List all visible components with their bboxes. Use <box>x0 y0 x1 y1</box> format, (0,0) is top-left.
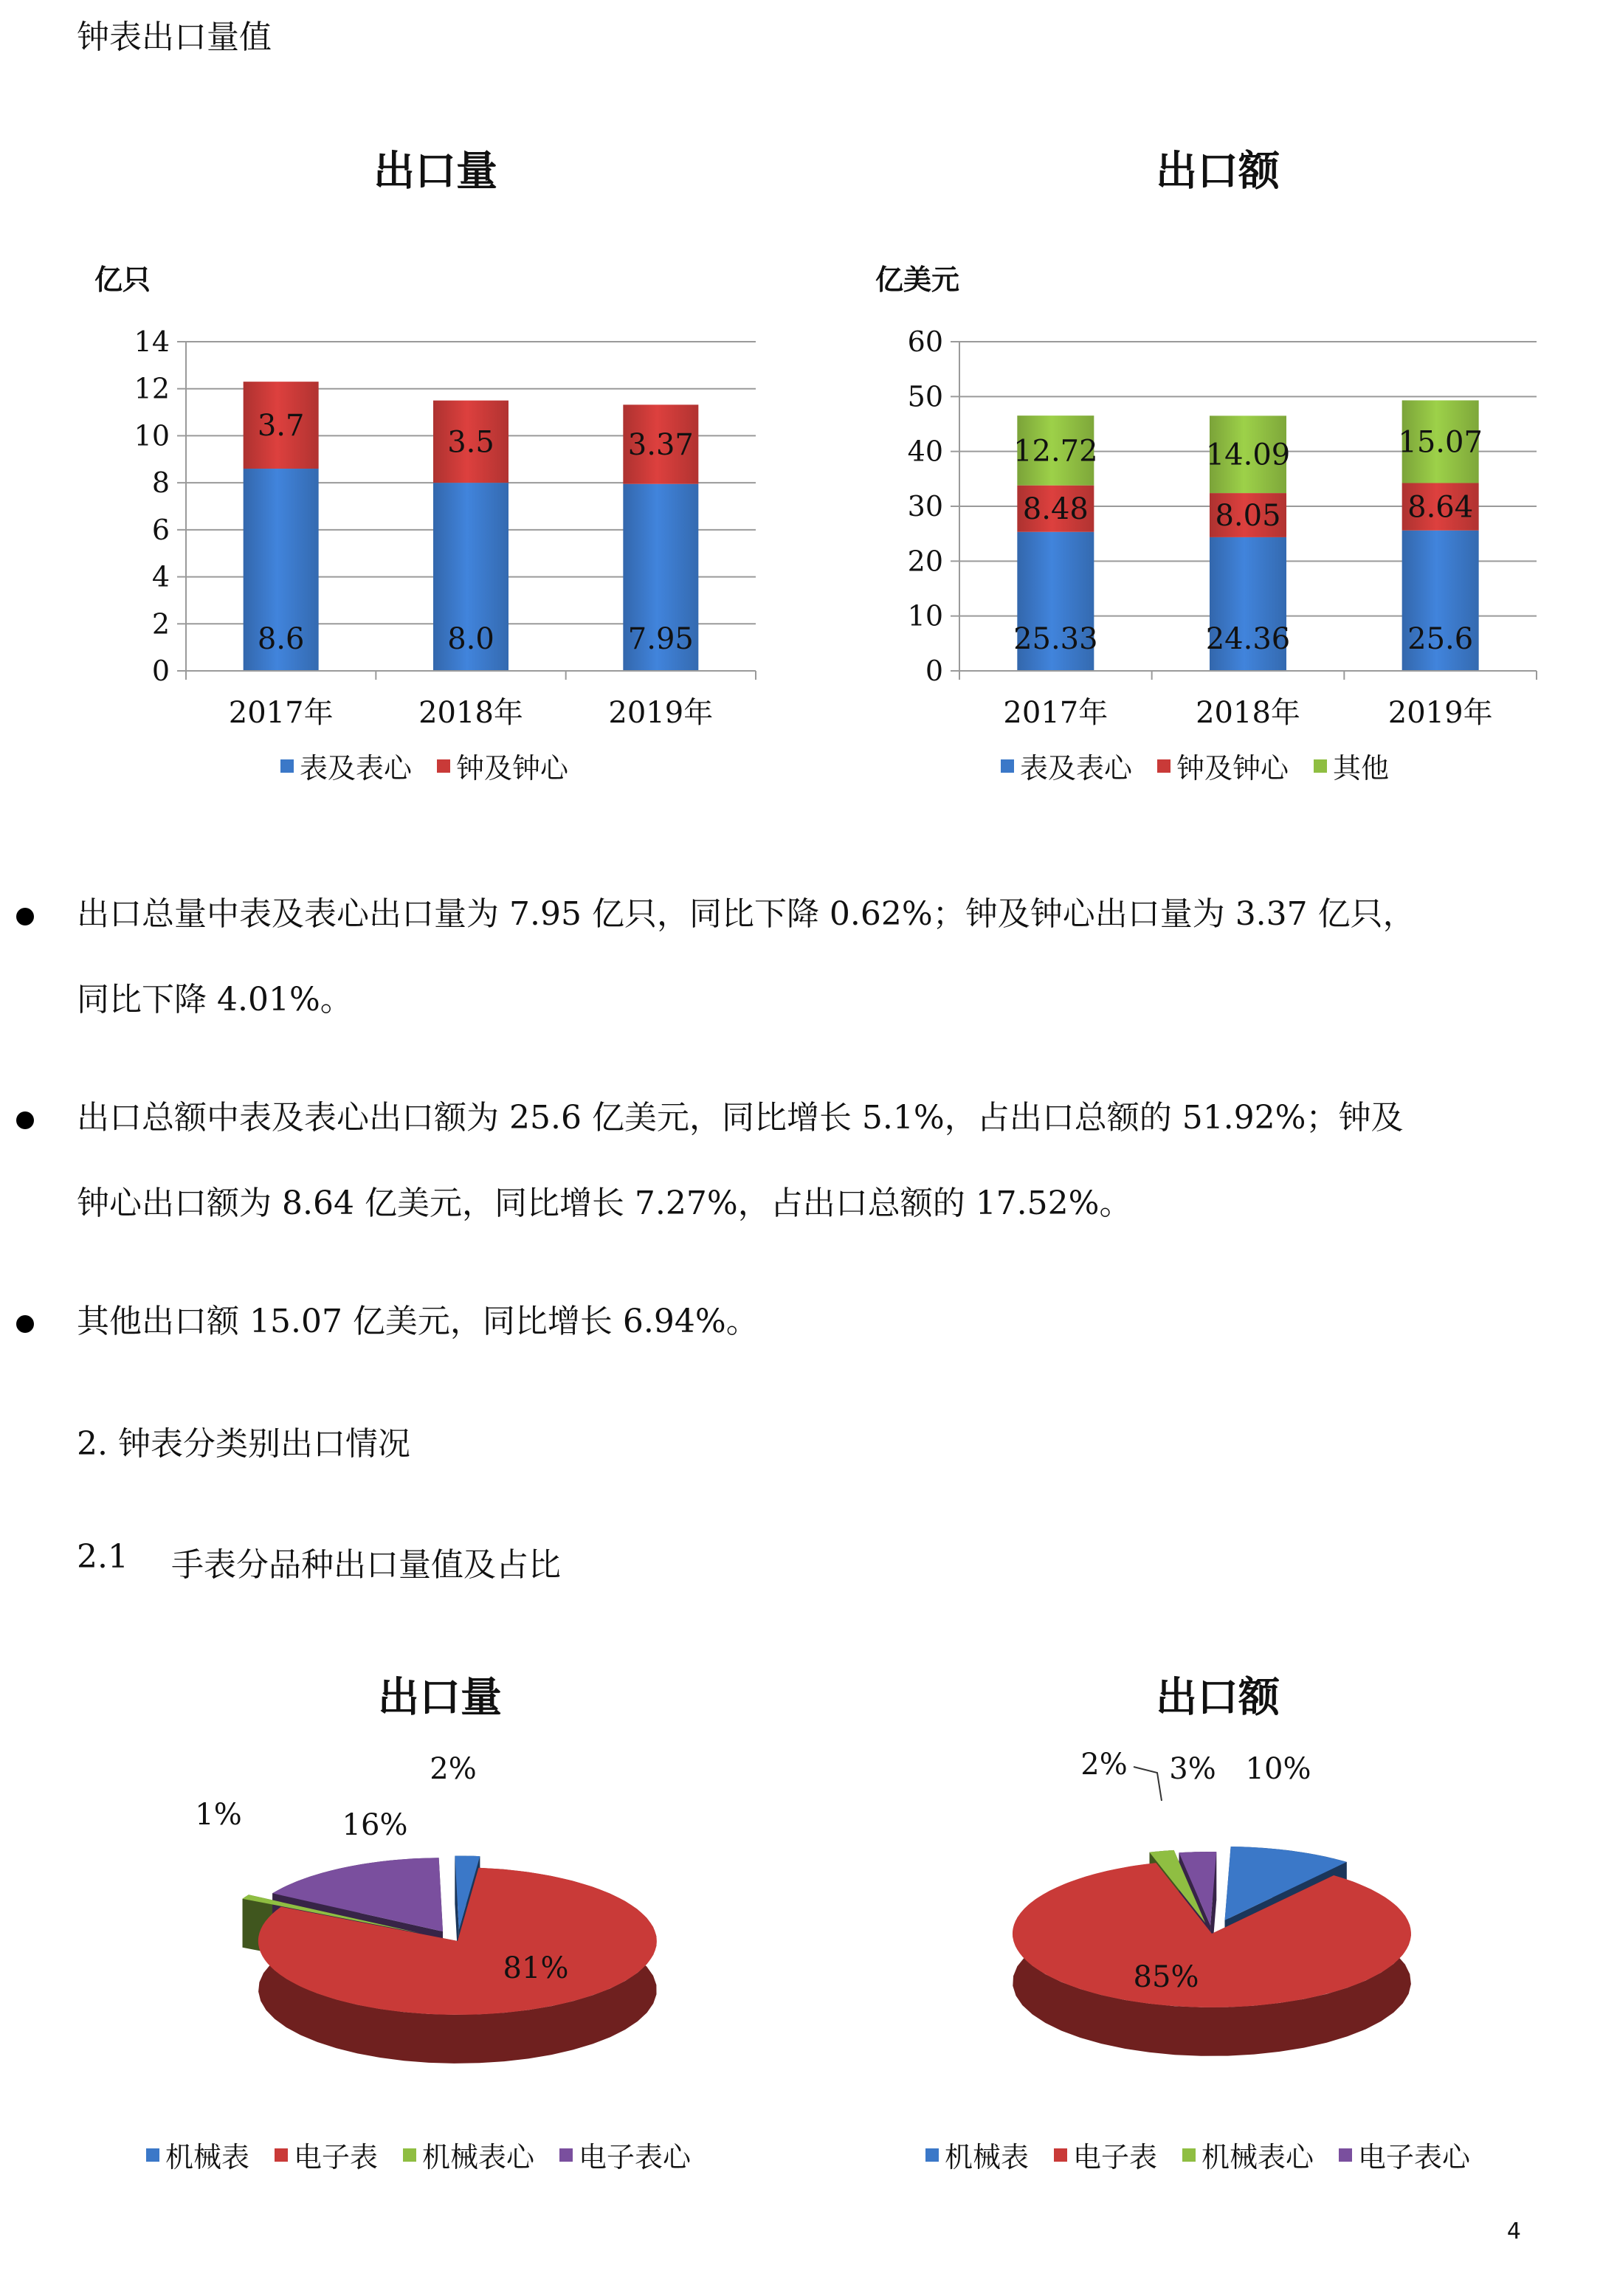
x-tick-label: 2019年 <box>1387 696 1493 730</box>
bullet-1-line-2: 同比下降 4.01%。 <box>77 981 353 1018</box>
section-title: 钟表出口量值 <box>77 18 272 56</box>
bullet-dot <box>16 1111 34 1129</box>
x-tick-label: 2018年 <box>1196 696 1300 730</box>
bullet-2-line-2: 钟心出口额为 8.64 亿美元，同比增长 7.27%，占出口总额的 17.52%。 <box>77 1185 1132 1222</box>
data-label: 12.72 <box>1013 434 1098 469</box>
subsection-21-title: 手表分品种出口量值及占比 <box>171 1546 561 1584</box>
legend-swatch <box>437 759 450 773</box>
legend-item <box>146 2134 249 2175</box>
bullet-dot <box>16 908 34 925</box>
data-label: 15.07 <box>1398 425 1483 460</box>
subsection-21-number: 2.1 <box>77 1538 128 1576</box>
data-label: 8.0 <box>447 622 494 656</box>
pie-data-label: 10% <box>1245 1752 1311 1786</box>
legend-label: 其他 <box>1333 752 1390 785</box>
data-label: 25.33 <box>1013 622 1098 656</box>
pie-title-value: 出口额 <box>1156 1673 1280 1722</box>
data-label: 8.48 <box>1022 492 1089 527</box>
legend-swatch <box>1339 2148 1352 2162</box>
y-tick-label: 20 <box>907 545 943 578</box>
legend-item <box>1157 745 1289 786</box>
legend-swatch <box>1054 2148 1067 2162</box>
subsection-2-title: 2. 钟表分类别出口情况 <box>77 1425 410 1463</box>
legend-pie-value <box>925 2134 1470 2175</box>
y-tick-label: 14 <box>134 325 170 358</box>
bullet-2-line-1: 出口总额中表及表心出口额为 25.6 亿美元，同比增长 5.1%，占出口总额的 51.92%；钟及 <box>77 1099 1404 1137</box>
legend-label: 钟及钟心 <box>456 752 569 785</box>
y-tick-label: 60 <box>907 325 943 358</box>
legend-label: 电子表心 <box>1358 2141 1471 2173</box>
legend-swatch <box>280 759 294 773</box>
legend-pie-volume <box>146 2134 691 2175</box>
legend-swatch <box>403 2148 416 2162</box>
data-label: 14.09 <box>1205 438 1291 472</box>
legend-item <box>1339 2134 1470 2175</box>
y-tick-label: 10 <box>907 599 943 632</box>
legend-label: 钟及钟心 <box>1176 752 1289 785</box>
bullet-dot <box>16 1315 34 1333</box>
pie-title-volume: 出口量 <box>378 1673 502 1722</box>
y-tick-label: 2 <box>151 607 170 641</box>
pie-data-label: 1% <box>195 1798 242 1832</box>
chart-title-volume: 出口量 <box>373 147 497 196</box>
data-label: 3.37 <box>627 428 694 463</box>
y-tick-label: 0 <box>151 655 170 687</box>
legend-value <box>1001 745 1389 786</box>
legend-item <box>1054 2134 1157 2175</box>
data-label: 25.6 <box>1407 622 1474 656</box>
x-tick-label: 2018年 <box>418 696 523 730</box>
y-tick-label: 30 <box>907 490 943 523</box>
pie-data-label: 16% <box>342 1808 408 1842</box>
data-label: 3.5 <box>447 425 494 460</box>
pie-data-label: 3% <box>1169 1752 1216 1786</box>
bar-chart-volume <box>0 0 809 812</box>
legend-label: 机械表心 <box>422 2141 535 2173</box>
data-label: 24.36 <box>1205 622 1291 656</box>
data-label: 8.6 <box>257 622 305 656</box>
legend-item <box>437 745 568 786</box>
y-tick-label: 10 <box>134 419 170 452</box>
pie-data-label: 2% <box>1080 1748 1128 1782</box>
x-tick-label: 2017年 <box>228 696 334 730</box>
legend-swatch <box>925 2148 939 2162</box>
legend-swatch <box>1182 2148 1196 2162</box>
legend-item <box>1001 745 1132 786</box>
legend-label: 机械表 <box>165 2141 250 2173</box>
bullet-1-line-1: 出口总量中表及表心出口量为 7.95 亿只，同比下降 0.62%；钟及钟心出口量为 3.37 亿只， <box>77 895 1416 933</box>
legend-swatch <box>275 2148 288 2162</box>
legend-item <box>1314 745 1389 786</box>
pie-chart-volume <box>0 1697 809 2111</box>
bullet-3-line-1: 其他出口额 15.07 亿美元，同比增长 6.94%。 <box>77 1303 759 1340</box>
legend-swatch <box>559 2148 573 2162</box>
data-label: 8.64 <box>1407 490 1474 525</box>
data-label: 7.95 <box>627 622 694 656</box>
legend-item <box>275 2134 378 2175</box>
x-tick-label: 2019年 <box>608 696 714 730</box>
legend-volume <box>280 745 568 786</box>
legend-label: 机械表 <box>945 2141 1030 2173</box>
legend-item <box>403 2134 534 2175</box>
legend-swatch <box>146 2148 159 2162</box>
legend-swatch <box>1001 759 1014 773</box>
legend-label: 机械表心 <box>1201 2141 1314 2173</box>
y-tick-label: 12 <box>134 372 170 405</box>
legend-label: 电子表 <box>1073 2141 1158 2173</box>
legend-item <box>559 2134 691 2175</box>
bar-chart-value <box>809 0 1617 812</box>
x-tick-label: 2017年 <box>1003 696 1109 730</box>
legend-item <box>280 745 412 786</box>
leader-line <box>1134 1767 1162 1801</box>
y-tick-label: 6 <box>151 513 170 546</box>
data-label: 3.7 <box>257 409 305 444</box>
pie-data-label: 2% <box>430 1752 477 1786</box>
y-tick-label: 8 <box>151 466 170 500</box>
y-tick-label: 40 <box>907 435 943 468</box>
legend-label: 电子表 <box>294 2141 379 2173</box>
legend-swatch <box>1157 759 1170 773</box>
y-tick-label: 4 <box>151 560 170 593</box>
pie-data-label: 81% <box>503 1951 569 1985</box>
legend-item <box>925 2134 1029 2175</box>
page-number: 4 <box>1506 2219 1521 2244</box>
y-tick-label: 50 <box>907 380 943 413</box>
y-tick-label: 0 <box>925 655 943 687</box>
pie-chart-value <box>809 1697 1617 2111</box>
data-label: 8.05 <box>1215 499 1281 534</box>
pie-data-label: 85% <box>1133 1960 1199 1994</box>
y-unit-value: 亿美元 <box>875 263 960 296</box>
legend-label: 表及表心 <box>300 752 413 785</box>
chart-title-value: 出口额 <box>1156 147 1280 196</box>
legend-swatch <box>1314 759 1327 773</box>
legend-label: 电子表心 <box>579 2141 692 2173</box>
legend-label: 表及表心 <box>1020 752 1133 785</box>
y-unit-volume: 亿只 <box>94 263 151 296</box>
legend-item <box>1182 2134 1314 2175</box>
